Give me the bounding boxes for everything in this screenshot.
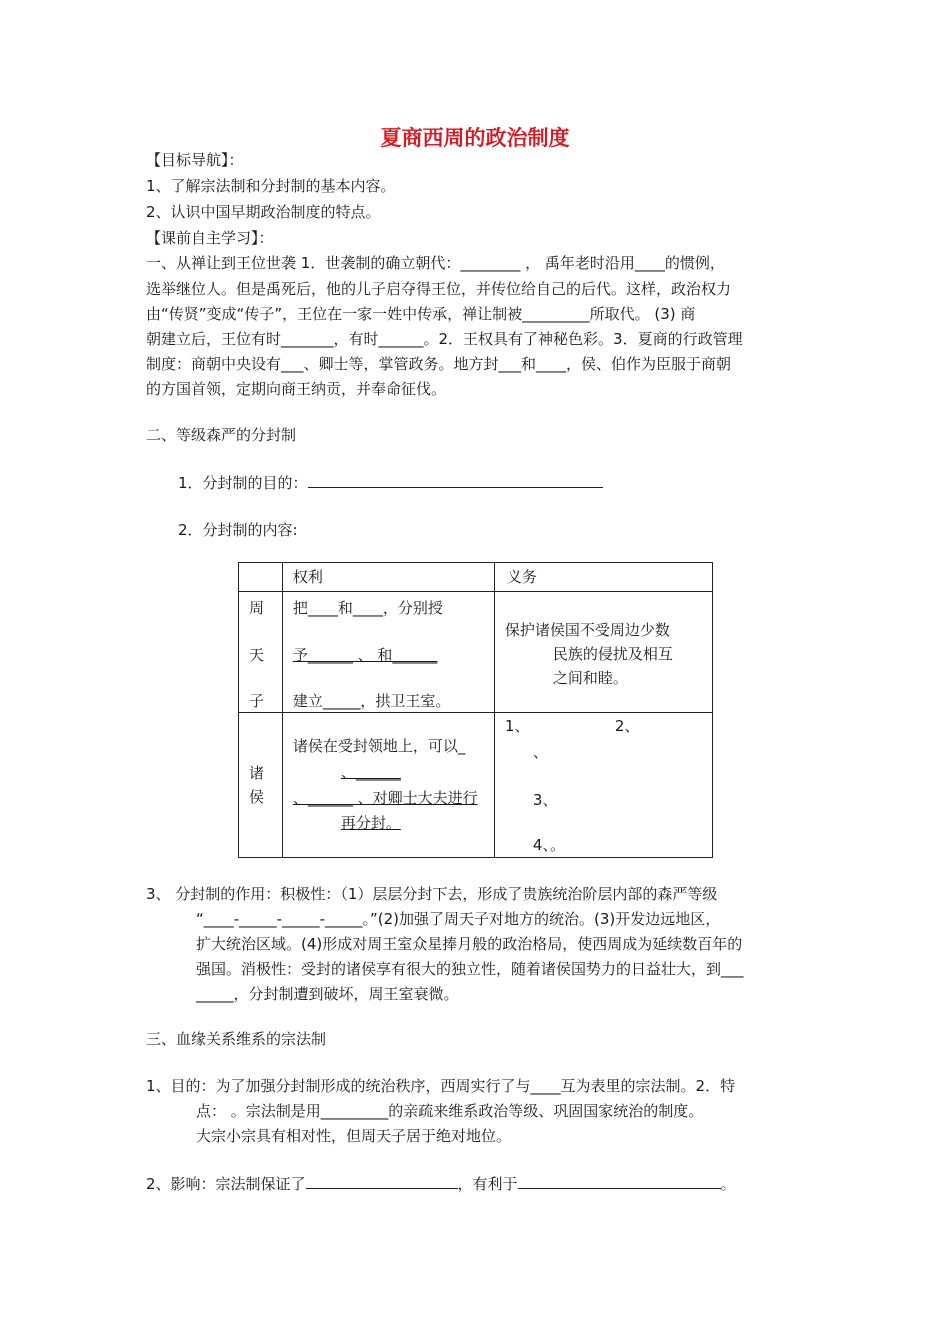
rights-line: 把____和____，分别授	[292, 599, 443, 617]
rights-line: 再分封。	[340, 814, 401, 832]
fenfeng-effect-line: _____，分封制遭到破坏，周王室衰微。	[196, 985, 459, 1003]
zongfa-line: 大宗小宗具有相对性，但周天子居于绝对地位。	[196, 1127, 512, 1145]
rights-line: 予______ 、 和______	[292, 646, 438, 664]
header-rights: 权利	[292, 568, 323, 586]
section2-heading: 二、等级森严的分封制	[146, 426, 297, 444]
answer-blank	[306, 1171, 458, 1189]
fenfeng-effect-line: 强国。消极性：受封的诸侯享有很大的独立性，随着诸侯国势力的日益壮大，到___	[196, 960, 744, 978]
zhoutianzi-rights-cell	[282, 592, 494, 713]
influence-mid: ，有利于	[457, 1175, 518, 1193]
row-head-char: 周	[249, 599, 265, 617]
rights-line: 诸侯在受封领地上，可以_	[292, 737, 466, 755]
goal-item: 2、认识中国早期政治制度的特点。	[146, 203, 381, 221]
section1-line: 的方国首领，定期向商王纳贡，并奉命征伐。	[146, 380, 447, 398]
duties-line: 4、。	[532, 836, 565, 854]
fenfeng-effect-line: 3、 分封制的作用：积极性：（1）层层分封下去，形成了贵族统治阶层内部的森严等级	[146, 885, 718, 903]
fenfeng-purpose-label: 1．分封制的目的：	[178, 474, 308, 492]
duties-line: 之间和睦。	[552, 669, 628, 687]
duties-line: 、	[532, 743, 548, 761]
table-corner-cell	[239, 563, 283, 592]
fenfeng-effect-line: 扩大统治区域。(4)形成对周王室众星捧月般的政治格局，使西周成为延续数百年的	[196, 935, 743, 953]
duties-line: 2、	[614, 717, 640, 735]
influence-end: 。	[720, 1175, 736, 1193]
duties-line: 民族的侵扰及相互	[552, 645, 673, 663]
duties-line: 3、	[532, 791, 558, 809]
rights-line: 、______ 、对卿士大夫进行	[292, 789, 478, 807]
answer-blank	[308, 470, 603, 488]
section3-heading: 三、血缘关系维系的宗法制	[146, 1030, 327, 1048]
zongfa-line: 1、目的：为了加强分封制形成的统治秩序，西周实行了与____互为表里的宗法制。2．特	[146, 1077, 736, 1095]
row-head-char: 侯	[249, 788, 265, 806]
zongfa-line: 点： 。宗法制是用_________的亲疏来维系政治等级、巩固国家统治的制度。	[196, 1102, 704, 1120]
row-head-char: 子	[249, 692, 265, 710]
row-head-char: 天	[249, 646, 265, 664]
duties-line: 保护诸侯国不受周边少数	[504, 621, 670, 639]
row-head-zhoutianzi	[239, 592, 283, 713]
rights-line: 、______	[340, 763, 401, 781]
page-title: 夏商西周的政治制度	[380, 125, 570, 150]
section1-line: 选举继位人。但是禹死后，他的儿子启夺得王位，并传位给自己的后代。这样，政治权力	[146, 280, 732, 298]
section1-line: 朝建立后，王位有时_______，有时______。2．王权具有了神秘色彩。3．夏商的行政管理	[146, 330, 743, 348]
zongfa-influence	[146, 1171, 736, 1196]
duties-line: 1、	[504, 717, 530, 735]
fenfeng-table	[238, 562, 713, 858]
row-head-zhuhou	[239, 713, 283, 858]
fenfeng-content-label: 2．分封制的内容:	[178, 521, 298, 539]
section1-line: 制度：商朝中央设有___、卿士等，掌管政务。地方封___和____，侯、伯作为臣服于商朝	[146, 355, 732, 373]
goal-header: 【目标导航】：	[146, 151, 244, 169]
table-header-cell	[282, 563, 494, 592]
zhoutianzi-duties-cell	[494, 592, 712, 713]
row-head-char: 诸	[249, 764, 265, 782]
table-header-cell	[494, 563, 712, 592]
rights-line: 建立_____，拱卫王室。	[292, 692, 451, 710]
influence-label: 2、影响：宗法制保证了	[146, 1175, 306, 1193]
fenfeng-purpose	[178, 470, 603, 495]
section1-line: 一、从禅让到王位世袭 1．世袭制的确立朝代：________ ， 禹年老时沿用____的惯例，	[146, 254, 725, 272]
goal-item: 1、了解宗法制和分封制的基本内容。	[146, 177, 396, 195]
zhuhou-duties-cell	[494, 713, 712, 858]
study-header: 【课前自主学习】：	[146, 229, 274, 247]
fenfeng-effect-line: “____-_____-_____-_____。”(2)加强了周天子对地方的统治。(3)开发边远地区，	[196, 910, 721, 928]
section1-line: 由“传贤”变成“传子”，王位在一家一姓中传承，禅让制被_________所取代。 (3) 商	[146, 305, 696, 323]
zhuhou-rights-cell	[282, 713, 494, 858]
header-duties: 义务	[506, 568, 537, 586]
answer-blank	[518, 1171, 721, 1189]
